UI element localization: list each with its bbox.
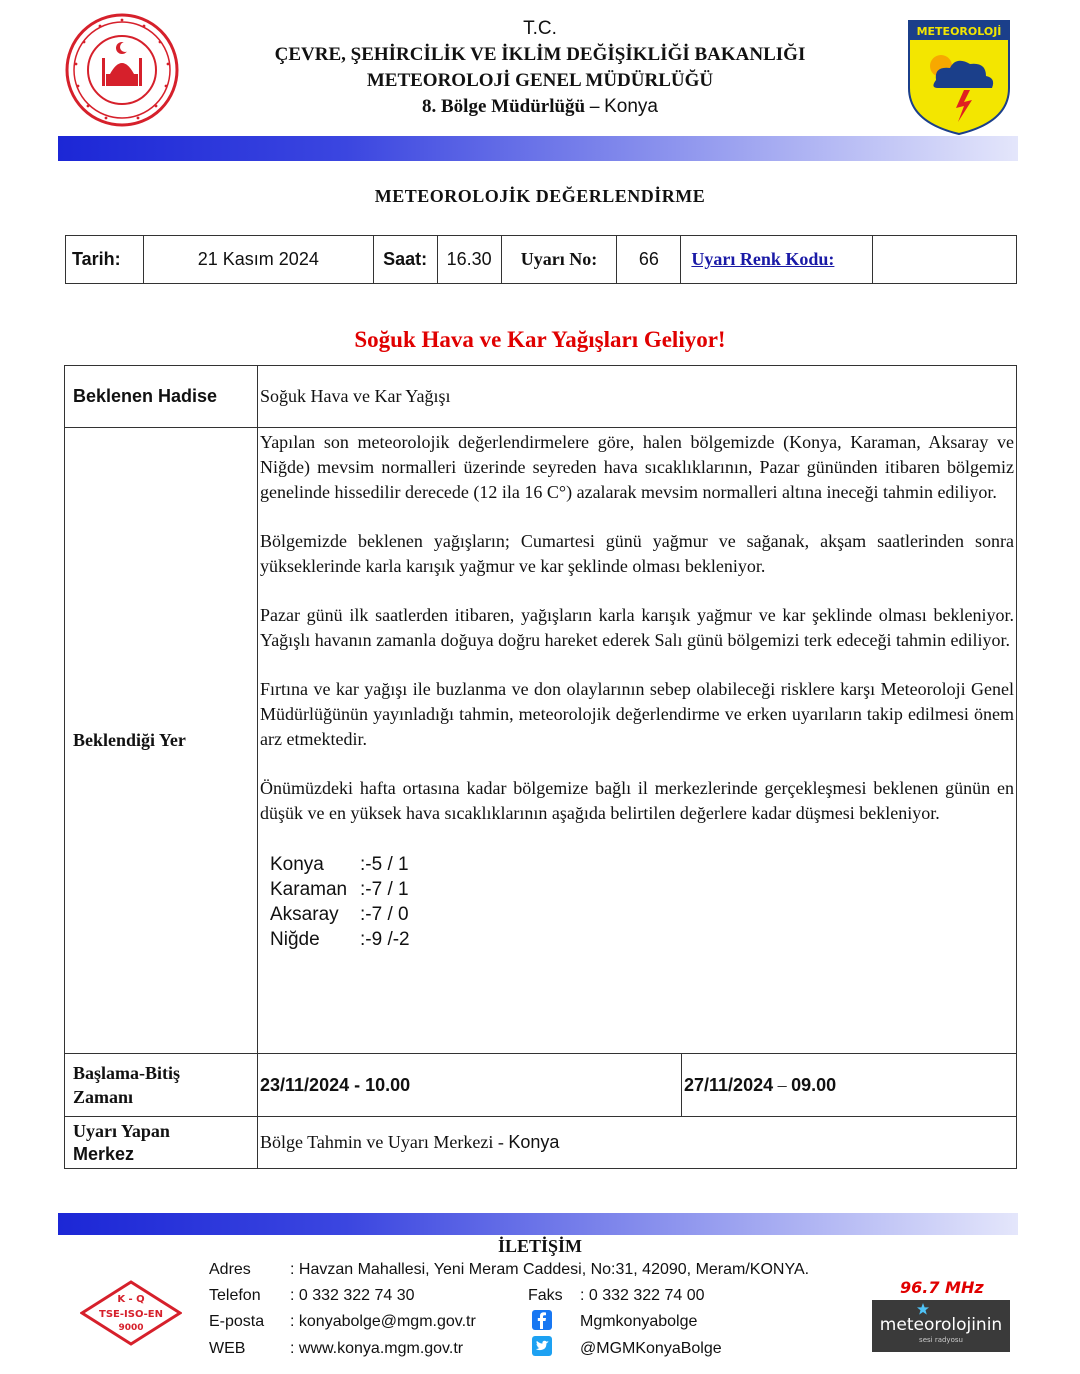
footer-title: İLETİŞİM bbox=[497, 1236, 583, 1256]
header-line-3: METEOROLOJİ GENEL MÜDÜRLÜĞÜ bbox=[366, 70, 714, 91]
email-value[interactable]: : konyabolge@mgm.gov.tr bbox=[290, 1313, 476, 1330]
color-code-link[interactable]: Uyarı Renk Kodu: bbox=[691, 249, 835, 269]
city-temp: :-9 /-2 bbox=[360, 929, 410, 950]
city-row bbox=[270, 902, 1014, 927]
city-name: Aksaray bbox=[270, 904, 339, 925]
email-label: E-posta bbox=[209, 1313, 265, 1330]
event-label: Beklenen Hadise bbox=[65, 366, 258, 428]
location-content bbox=[258, 428, 1017, 1054]
city-row bbox=[270, 852, 1014, 877]
paragraph-5: Önümüzdeki hafta ortasına kadar bölgemize bağlı il merkezlerinde gerçekleşmesi beklenen günün en düşük ve en yüksek hava sıcaklıklarının aşağıda belirtilen değerlere kadar düşmesi bekleniyor. bbox=[260, 778, 1014, 823]
radio-logo-sub: sesi radyosu bbox=[919, 1336, 963, 1344]
center-label bbox=[65, 1117, 258, 1169]
main-table bbox=[64, 365, 1017, 1169]
time-value: 16.30 bbox=[437, 236, 501, 284]
fax-label: Faks bbox=[528, 1287, 563, 1304]
paragraph-2: Bölgemizde beklenen yağışların; Cumartesi günü yağmur ve sağanak, akşam saatlerinden sonra yükseklerinde karla karışık yağmur ve kar şeklinde olması bekleniyor. bbox=[260, 531, 1014, 576]
kq-iso-logo bbox=[80, 1280, 182, 1346]
time-range-label-2: Zamanı bbox=[73, 1087, 134, 1107]
header-block bbox=[200, 16, 880, 120]
warning-no-label: Uyarı No: bbox=[501, 236, 617, 284]
city-temperature-list bbox=[270, 852, 1014, 952]
info-table bbox=[65, 235, 1017, 284]
header-line-1: T.C. bbox=[523, 18, 557, 39]
warning-no-value: 66 bbox=[617, 236, 681, 284]
paragraph-4: Fırtına ve kar yağışı ile buzlanma ve don olaylarının sebep olabileceği risklere karşı Meteoroloji Genel Müdürlüğünün yayınladığı tahmin, meteorolojik değerlendirme ve erken uyarıların takip edilmesi önem arz etmektedir. bbox=[260, 679, 1014, 749]
city-temp: :-7 / 0 bbox=[360, 904, 409, 925]
date-value bbox=[143, 236, 373, 284]
logo-text: METEOROLOJİ bbox=[916, 25, 1002, 38]
paragraph-3: Pazar günü ilk saatlerden itibaren, yağışların karla karışık yağmur ve kar şeklinde olması bekleniyor. Yağışlı havanın zamanla doğuya doğru hareket ederek Salı günü bölgemizi terk edeceği tahmin ediliyor. bbox=[260, 605, 1014, 650]
radio-frequency: 96.7 MHz bbox=[900, 1278, 984, 1297]
time-range-label-1: Başlama-Bitiş bbox=[73, 1063, 181, 1083]
header-line-2: ÇEVRE, ŞEHİRCİLİK VE İKLİM DEĞİŞİKLİĞİ BAKANLIĞI bbox=[274, 44, 806, 65]
date-label: Tarih: bbox=[66, 236, 144, 284]
facebook-handle[interactable]: Mgmkonyabolge bbox=[580, 1313, 698, 1330]
footer-bar bbox=[58, 1213, 1018, 1235]
radio-logo bbox=[872, 1300, 1010, 1352]
facebook-icon[interactable] bbox=[532, 1310, 552, 1330]
kq-top-text: K - Q bbox=[117, 1294, 145, 1305]
location-label: Beklendiği Yer bbox=[65, 428, 258, 1054]
color-code-label-cell bbox=[681, 236, 873, 284]
center-label-2: Merkez bbox=[73, 1143, 135, 1164]
header-city: Konya bbox=[604, 96, 658, 117]
city-name: Konya bbox=[270, 854, 324, 875]
city-temp: :-5 / 1 bbox=[360, 854, 409, 875]
time-range-label bbox=[65, 1054, 258, 1117]
center-city: Konya bbox=[508, 1132, 560, 1152]
end-hour: 09.00 bbox=[791, 1074, 837, 1095]
web-label: WEB bbox=[209, 1340, 246, 1357]
alert-title: Soğuk Hava ve Kar Yağışları Geliyor! bbox=[354, 327, 726, 352]
radio-logo-name: meteorolojinin bbox=[879, 1315, 1003, 1335]
header-line-4: 8. Bölge Müdürlüğü – bbox=[422, 96, 605, 117]
meteoroloji-logo bbox=[906, 18, 1012, 136]
center-label-1: Uyarı Yapan bbox=[73, 1120, 170, 1141]
kq-mid-text: TSE-ISO-EN bbox=[99, 1309, 163, 1320]
city-name: Karaman bbox=[270, 879, 348, 900]
start-time: 23/11/2024 - 10.00 bbox=[258, 1054, 682, 1117]
header-bar bbox=[58, 136, 1018, 161]
paragraph-1: Yapılan son meteorolojik değerlendirmelere göre, halen bölgemizde (Konya, Karaman, Aksaray ve Niğde) mevsim normalleri üzerinde seyreden hava sıcaklıklarının, Pazar gününden itibaren bölgemiz genelinde hissedilir derecede (12 ila 16 C°) azalarak mevsim normalleri altına ineceği tahmin ediliyor. bbox=[260, 432, 1014, 502]
address-value: : Havzan Mahallesi, Yeni Meram Caddesi, No:31, 42090, Meram/KONYA. bbox=[290, 1261, 810, 1278]
city-row bbox=[270, 927, 1014, 952]
end-date: 27/11/2024 bbox=[684, 1074, 774, 1095]
center-value bbox=[258, 1117, 1017, 1169]
city-temp: :-7 / 1 bbox=[360, 879, 409, 900]
city-name: Niğde bbox=[270, 929, 320, 950]
date-text: 21 Kasım 2024 bbox=[197, 249, 319, 269]
center-name: Bölge Tahmin ve Uyarı Merkezi - bbox=[260, 1132, 509, 1152]
document-title: METEOROLOJİK DEĞERLENDİRME bbox=[374, 186, 706, 206]
city-row bbox=[270, 877, 1014, 902]
end-time bbox=[682, 1054, 1017, 1117]
time-label: Saat: bbox=[373, 236, 437, 284]
web-value[interactable]: : www.konya.mgm.gov.tr bbox=[290, 1340, 464, 1357]
phone-value: : 0 332 322 74 30 bbox=[290, 1287, 415, 1304]
event-value: Soğuk Hava ve Kar Yağışı bbox=[258, 366, 1017, 428]
end-separator: – bbox=[773, 1074, 792, 1095]
phone-label: Telefon bbox=[209, 1287, 261, 1304]
color-code-value bbox=[873, 236, 1017, 284]
twitter-handle[interactable]: @MGMKonyaBolge bbox=[580, 1340, 722, 1357]
ministry-seal bbox=[64, 12, 180, 128]
kq-num-text: 9000 bbox=[118, 1323, 144, 1333]
fax-value: : 0 332 322 74 00 bbox=[580, 1287, 705, 1304]
twitter-icon[interactable] bbox=[532, 1336, 552, 1356]
address-label: Adres bbox=[209, 1261, 251, 1278]
star-icon bbox=[916, 1302, 930, 1316]
